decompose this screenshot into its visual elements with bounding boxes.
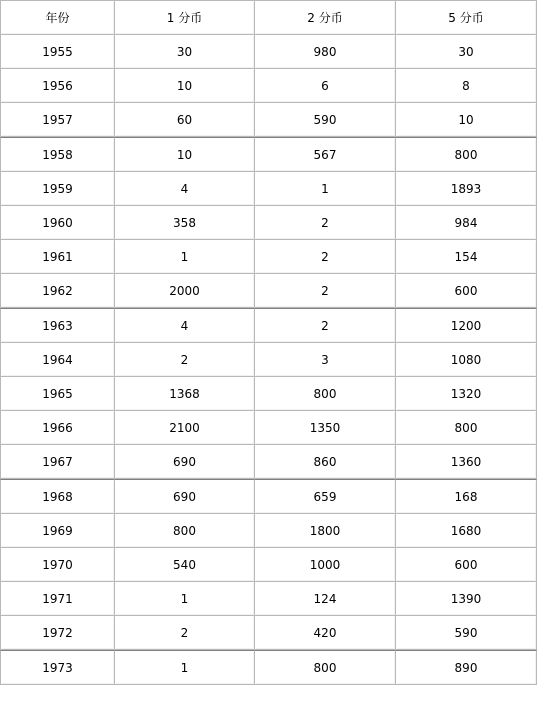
table-row: [0, 35, 537, 69]
cell-1-fen: 60: [115, 103, 255, 137]
cell-5-fen: 600: [396, 274, 537, 308]
header-2-fen: 2 分币: [255, 0, 396, 35]
cell-year: 1969: [0, 514, 115, 548]
cell-year: 1972: [0, 616, 115, 650]
cell-5-fen: 1390: [396, 582, 537, 616]
cell-year: 1965: [0, 377, 115, 411]
cell-1-fen: 1: [115, 240, 255, 274]
table-row: [0, 172, 537, 206]
cell-2-fen: 2: [255, 274, 396, 308]
cell-1-fen: 2: [115, 343, 255, 377]
table-header-row: [0, 0, 537, 35]
cell-1-fen: 10: [115, 69, 255, 103]
table-row: [0, 308, 537, 343]
cell-2-fen: 2: [255, 206, 396, 240]
header-year: 年份: [0, 0, 115, 35]
cell-2-fen: 590: [255, 103, 396, 137]
cell-1-fen: 540: [115, 548, 255, 582]
table-row: [0, 343, 537, 377]
table-row: [0, 445, 537, 479]
cell-1-fen: 1: [115, 650, 255, 685]
cell-1-fen: 2100: [115, 411, 255, 445]
cell-2-fen: 3: [255, 343, 396, 377]
cell-2-fen: 800: [255, 650, 396, 685]
table-row: [0, 69, 537, 103]
cell-2-fen: 1: [255, 172, 396, 206]
cell-year: 1970: [0, 548, 115, 582]
cell-1-fen: 800: [115, 514, 255, 548]
cell-5-fen: 1360: [396, 445, 537, 479]
cell-5-fen: 800: [396, 411, 537, 445]
cell-year: 1957: [0, 103, 115, 137]
cell-5-fen: 590: [396, 616, 537, 650]
cell-2-fen: 2: [255, 308, 396, 343]
table-row: [0, 274, 537, 308]
cell-5-fen: 800: [396, 137, 537, 172]
cell-5-fen: 154: [396, 240, 537, 274]
cell-1-fen: 690: [115, 445, 255, 479]
cell-year: 1962: [0, 274, 115, 308]
cell-year: 1968: [0, 479, 115, 514]
cell-5-fen: 1200: [396, 308, 537, 343]
cell-2-fen: 1350: [255, 411, 396, 445]
cell-year: 1956: [0, 69, 115, 103]
cell-1-fen: 4: [115, 308, 255, 343]
cell-2-fen: 800: [255, 377, 396, 411]
cell-5-fen: 984: [396, 206, 537, 240]
cell-2-fen: 567: [255, 137, 396, 172]
table-row: [0, 240, 537, 274]
cell-5-fen: 1680: [396, 514, 537, 548]
cell-year: 1955: [0, 35, 115, 69]
cell-year: 1963: [0, 308, 115, 343]
cell-year: 1958: [0, 137, 115, 172]
table-row: [0, 206, 537, 240]
cell-1-fen: 10: [115, 137, 255, 172]
cell-year: 1961: [0, 240, 115, 274]
cell-2-fen: 420: [255, 616, 396, 650]
cell-1-fen: 1: [115, 582, 255, 616]
cell-year: 1959: [0, 172, 115, 206]
cell-1-fen: 30: [115, 35, 255, 69]
table-row: [0, 582, 537, 616]
cell-5-fen: 890: [396, 650, 537, 685]
cell-year: 1964: [0, 343, 115, 377]
table-row: [0, 548, 537, 582]
table-row: [0, 514, 537, 548]
cell-year: 1966: [0, 411, 115, 445]
cell-5-fen: 1320: [396, 377, 537, 411]
table-row: [0, 616, 537, 650]
cell-2-fen: 980: [255, 35, 396, 69]
cell-year: 1960: [0, 206, 115, 240]
cell-5-fen: 168: [396, 479, 537, 514]
cell-2-fen: 1000: [255, 548, 396, 582]
cell-1-fen: 2000: [115, 274, 255, 308]
cell-5-fen: 8: [396, 69, 537, 103]
cell-year: 1971: [0, 582, 115, 616]
cell-1-fen: 1368: [115, 377, 255, 411]
table-row: [0, 137, 537, 172]
cell-2-fen: 659: [255, 479, 396, 514]
table-row: [0, 479, 537, 514]
cell-1-fen: 4: [115, 172, 255, 206]
cell-2-fen: 6: [255, 69, 396, 103]
table-row: [0, 411, 537, 445]
cell-2-fen: 124: [255, 582, 396, 616]
cell-2-fen: 2: [255, 240, 396, 274]
table-row: [0, 650, 537, 685]
cell-2-fen: 1800: [255, 514, 396, 548]
cell-2-fen: 860: [255, 445, 396, 479]
table-row: [0, 103, 537, 137]
header-1-fen: 1 分币: [115, 0, 255, 35]
cell-1-fen: 690: [115, 479, 255, 514]
cell-5-fen: 10: [396, 103, 537, 137]
cell-year: 1973: [0, 650, 115, 685]
cell-5-fen: 1893: [396, 172, 537, 206]
header-5-fen: 5 分币: [396, 0, 537, 35]
cell-5-fen: 30: [396, 35, 537, 69]
cell-year: 1967: [0, 445, 115, 479]
cell-1-fen: 2: [115, 616, 255, 650]
cell-5-fen: 1080: [396, 343, 537, 377]
cell-5-fen: 600: [396, 548, 537, 582]
cell-1-fen: 358: [115, 206, 255, 240]
table-row: [0, 377, 537, 411]
